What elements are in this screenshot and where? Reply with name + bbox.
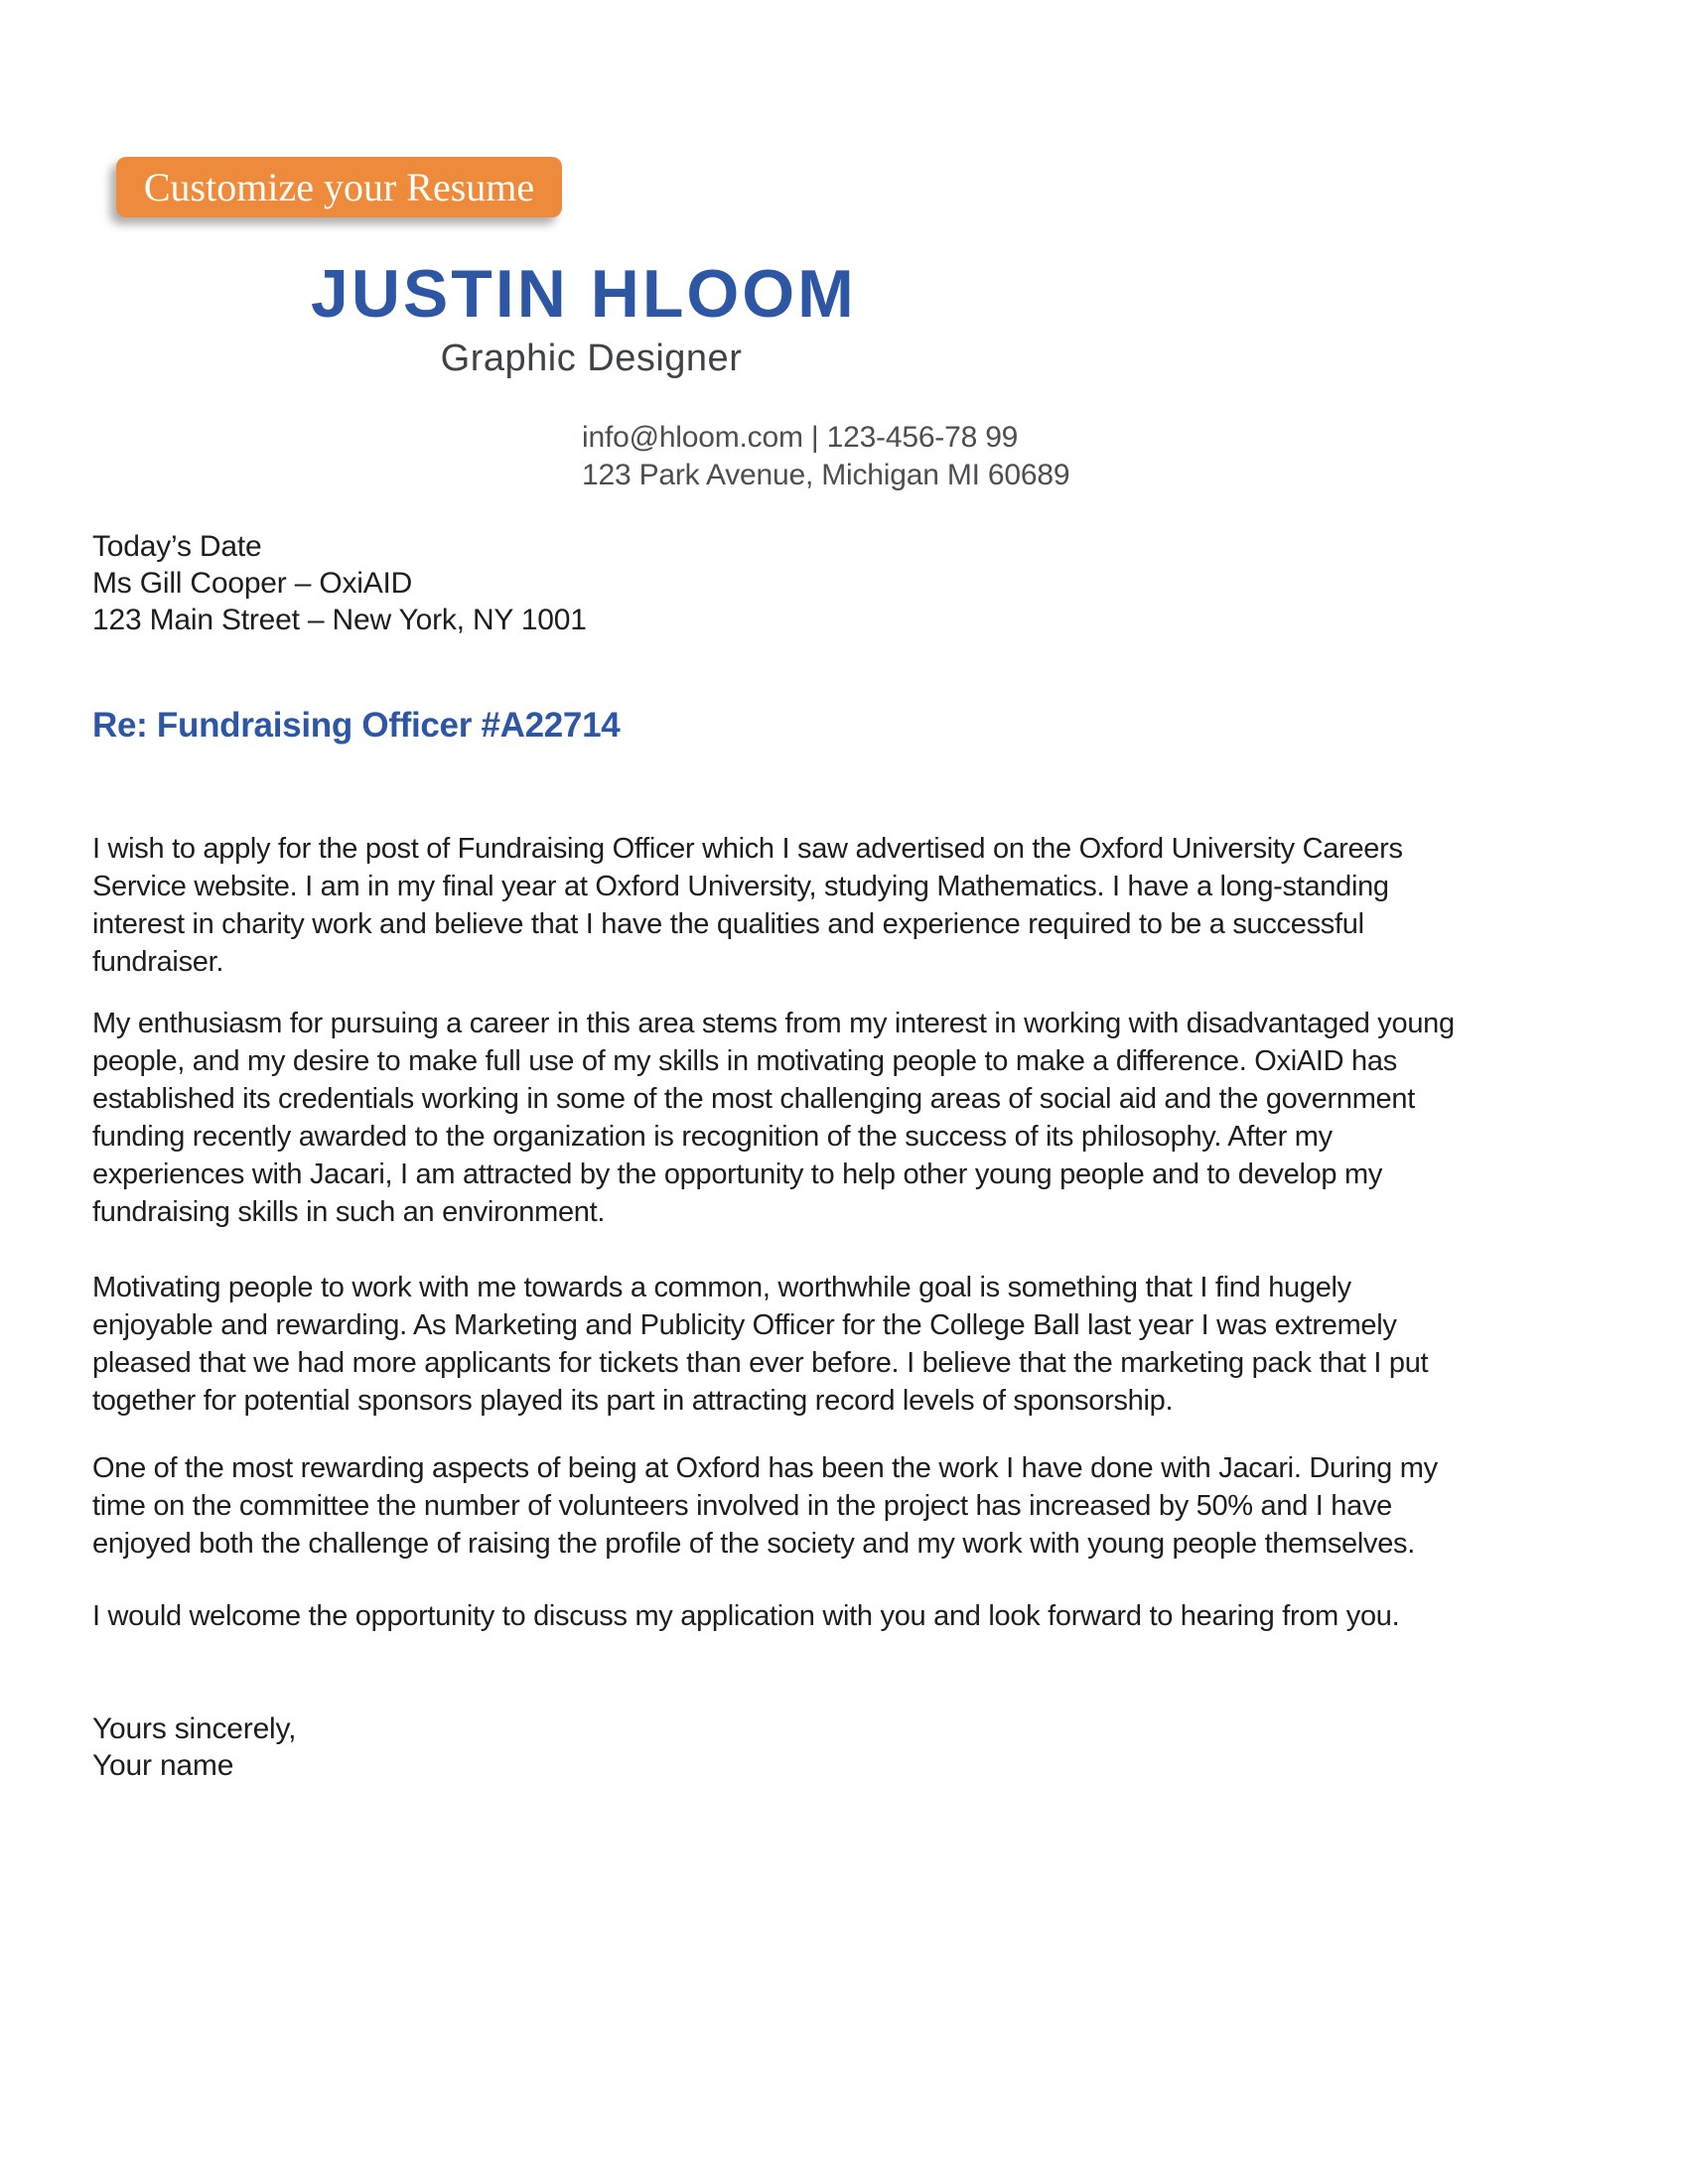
body-line: My enthusiasm for pursuing a career in this area stems from my interest in working with disadvantaged young bbox=[92, 1008, 1455, 1039]
recipient-block bbox=[92, 528, 587, 638]
closing-block bbox=[92, 1710, 296, 1784]
applicant-name: JUSTIN HLOOM bbox=[311, 256, 857, 332]
recipient-name: Ms Gill Cooper – OxiAID bbox=[92, 567, 413, 600]
body-line: together for potential sponsors played its part in attracting record levels of sponsorship. bbox=[92, 1385, 1174, 1417]
recipient-address: 123 Main Street – New York, NY 1001 bbox=[92, 604, 587, 636]
applicant-title-wrap bbox=[311, 338, 872, 380]
body-paragraph-2 bbox=[92, 1005, 1455, 1231]
body-line: interest in charity work and believe that I have the qualities and experience required to be a successful bbox=[92, 908, 1364, 940]
body-line: established its credentials working in some of the most challenging areas of social aid and the government bbox=[92, 1083, 1415, 1115]
applicant-job-title: Graphic Designer bbox=[440, 338, 743, 379]
contact-block bbox=[582, 419, 1069, 494]
contact-line-address: 123 Park Avenue, Michigan MI 60689 bbox=[582, 459, 1070, 491]
body-line: enjoyable and rewarding. As Marketing and Publicity Officer for the College Ball last year I was extremely bbox=[92, 1309, 1397, 1341]
body-line: fundraising skills in such an environment. bbox=[92, 1196, 606, 1228]
body-line: time on the committee the number of volunteers involved in the project has increased by 50% and I have bbox=[92, 1490, 1392, 1522]
body-line: funding recently awarded to the organization is recognition of the success of its philosophy. After my bbox=[92, 1121, 1333, 1153]
body-line: fundraiser. bbox=[92, 946, 224, 978]
body-line: Service website. I am in my final year at Oxford University, studying Mathematics. I have a long-standing bbox=[92, 871, 1389, 902]
body-line: Motivating people to work with me towards a common, worthwhile goal is something that I find hugely bbox=[92, 1272, 1351, 1303]
closing-salutation: Yours sincerely, bbox=[92, 1712, 297, 1745]
body-line: One of the most rewarding aspects of being at Oxford has been the work I have done with Jacari. During my bbox=[92, 1452, 1438, 1484]
subject-line: Re: Fundraising Officer #A22714 bbox=[92, 706, 621, 745]
body-paragraph-4 bbox=[92, 1449, 1438, 1563]
body-line: enjoyed both the challenge of raising the profile of the society and my work with young people themselves. bbox=[92, 1528, 1416, 1560]
body-line: I wish to apply for the post of Fundraising Officer which I saw advertised on the Oxford University Careers bbox=[92, 833, 1403, 865]
body-line: pleased that we had more applicants for tickets than ever before. I believe that the marketing pack that I put bbox=[92, 1347, 1429, 1379]
customize-resume-button[interactable]: Customize your Resume bbox=[116, 157, 562, 217]
body-line: experiences with Jacari, I am attracted by the opportunity to help other young people and to develop my bbox=[92, 1159, 1383, 1190]
contact-line-email-phone: info@hloom.com | 123-456-78 99 bbox=[582, 421, 1019, 454]
body-paragraph-3 bbox=[92, 1269, 1428, 1420]
body-paragraph-5 bbox=[92, 1597, 1399, 1635]
body-line: people, and my desire to make full use of my skills in motivating people to make a difference. OxiAID has bbox=[92, 1045, 1397, 1077]
recipient-date: Today’s Date bbox=[92, 530, 262, 563]
body-paragraph-1 bbox=[92, 830, 1403, 981]
body-line: I would welcome the opportunity to discuss my application with you and look forward to hearing from you. bbox=[92, 1600, 1400, 1632]
closing-signature: Your name bbox=[92, 1749, 234, 1782]
